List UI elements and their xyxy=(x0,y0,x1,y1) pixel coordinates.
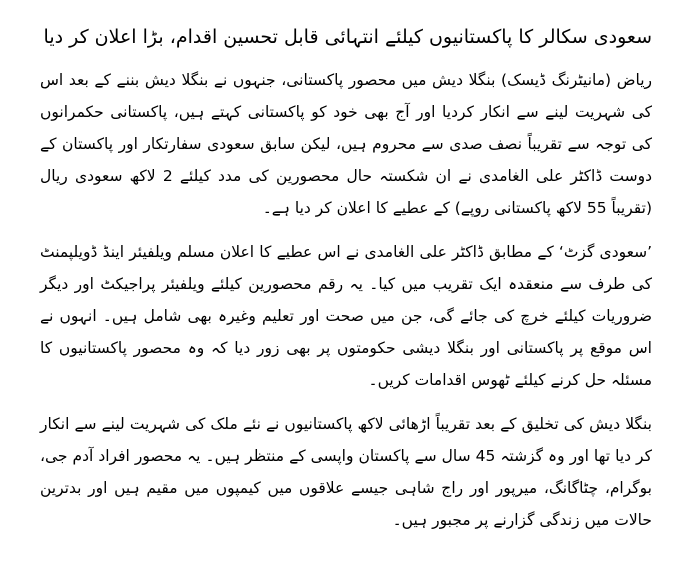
article-headline: سعودی سکالر کا پاکستانیوں کیلئے انتہائی قابل تحسین اقدام، بڑا اعلان کر دیا xyxy=(43,26,652,48)
article xyxy=(40,22,652,548)
article-paragraph: ریاض (مانیٹرنگ ڈیسک) بنگلا دیش میں محصور پاکستانی، جنہوں نے بنگلا دیش بننے کے بعد اس کی شہریت لینے سے انکار کردیا اور آج بھی خود کو پاکستانی کہتے ہیں، پاکستانی حکمرانوں کی توجہ سے تقریباً نصف صدی سے محروم ہیں، لیکن سابق سعودی سفارتکار اور پاکستان کے دوست ڈاکٹر علی الغامدی نے ان شکستہ حال محصورین کی مدد کیلئے 2 لاکھ سعودی ریال (تقریباً 55 لاکھ پاکستانی روپے) کے عطیے کا اعلان کر دیا ہے۔ xyxy=(40,71,652,217)
article-paragraph: بنگلا دیش کی تخلیق کے بعد تقریباً اڑھائی لاکھ پاکستانیوں نے نئے ملک کی شہریت لینے سے انکار کر دیا تھا اور وہ گزشتہ 45 سال سے پاکستان واپسی کے منتظر ہیں۔ یہ محصور افراد آدم جی، بوگرام، چٹاگانگ، میرپور اور راج شاہی جیسے علاقوں میں کیمپوں میں مقیم ہیں اور بدترین حالات میں زندگی گزارنے پر مجبور ہیں۔ xyxy=(40,415,652,529)
article-paragraph: ’سعودی گزٹ‘ کے مطابق ڈاکٹر علی الغامدی نے اس عطیے کا اعلان مسلم ویلفیئر اینڈ ڈویلپمنٹ کی طرف سے منعقدہ ایک تقریب میں کیا۔ یہ رقم محصورین کیلئے ویلفیئر پراجیکٹ اور دیگر ضروریات کیلئے خرچ کی جائے گی، جن میں صحت اور تعلیم وغیرہ بھی شامل ہیں۔ انہوں نے اس موقع پر پاکستانی اور بنگلا دیشی حکومتوں پر بھی زور دیا کہ وہ محصور پاکستانیوں کا مسئلہ حل کرنے کیلئے ٹھوس اقدامات کریں۔ xyxy=(40,243,652,389)
